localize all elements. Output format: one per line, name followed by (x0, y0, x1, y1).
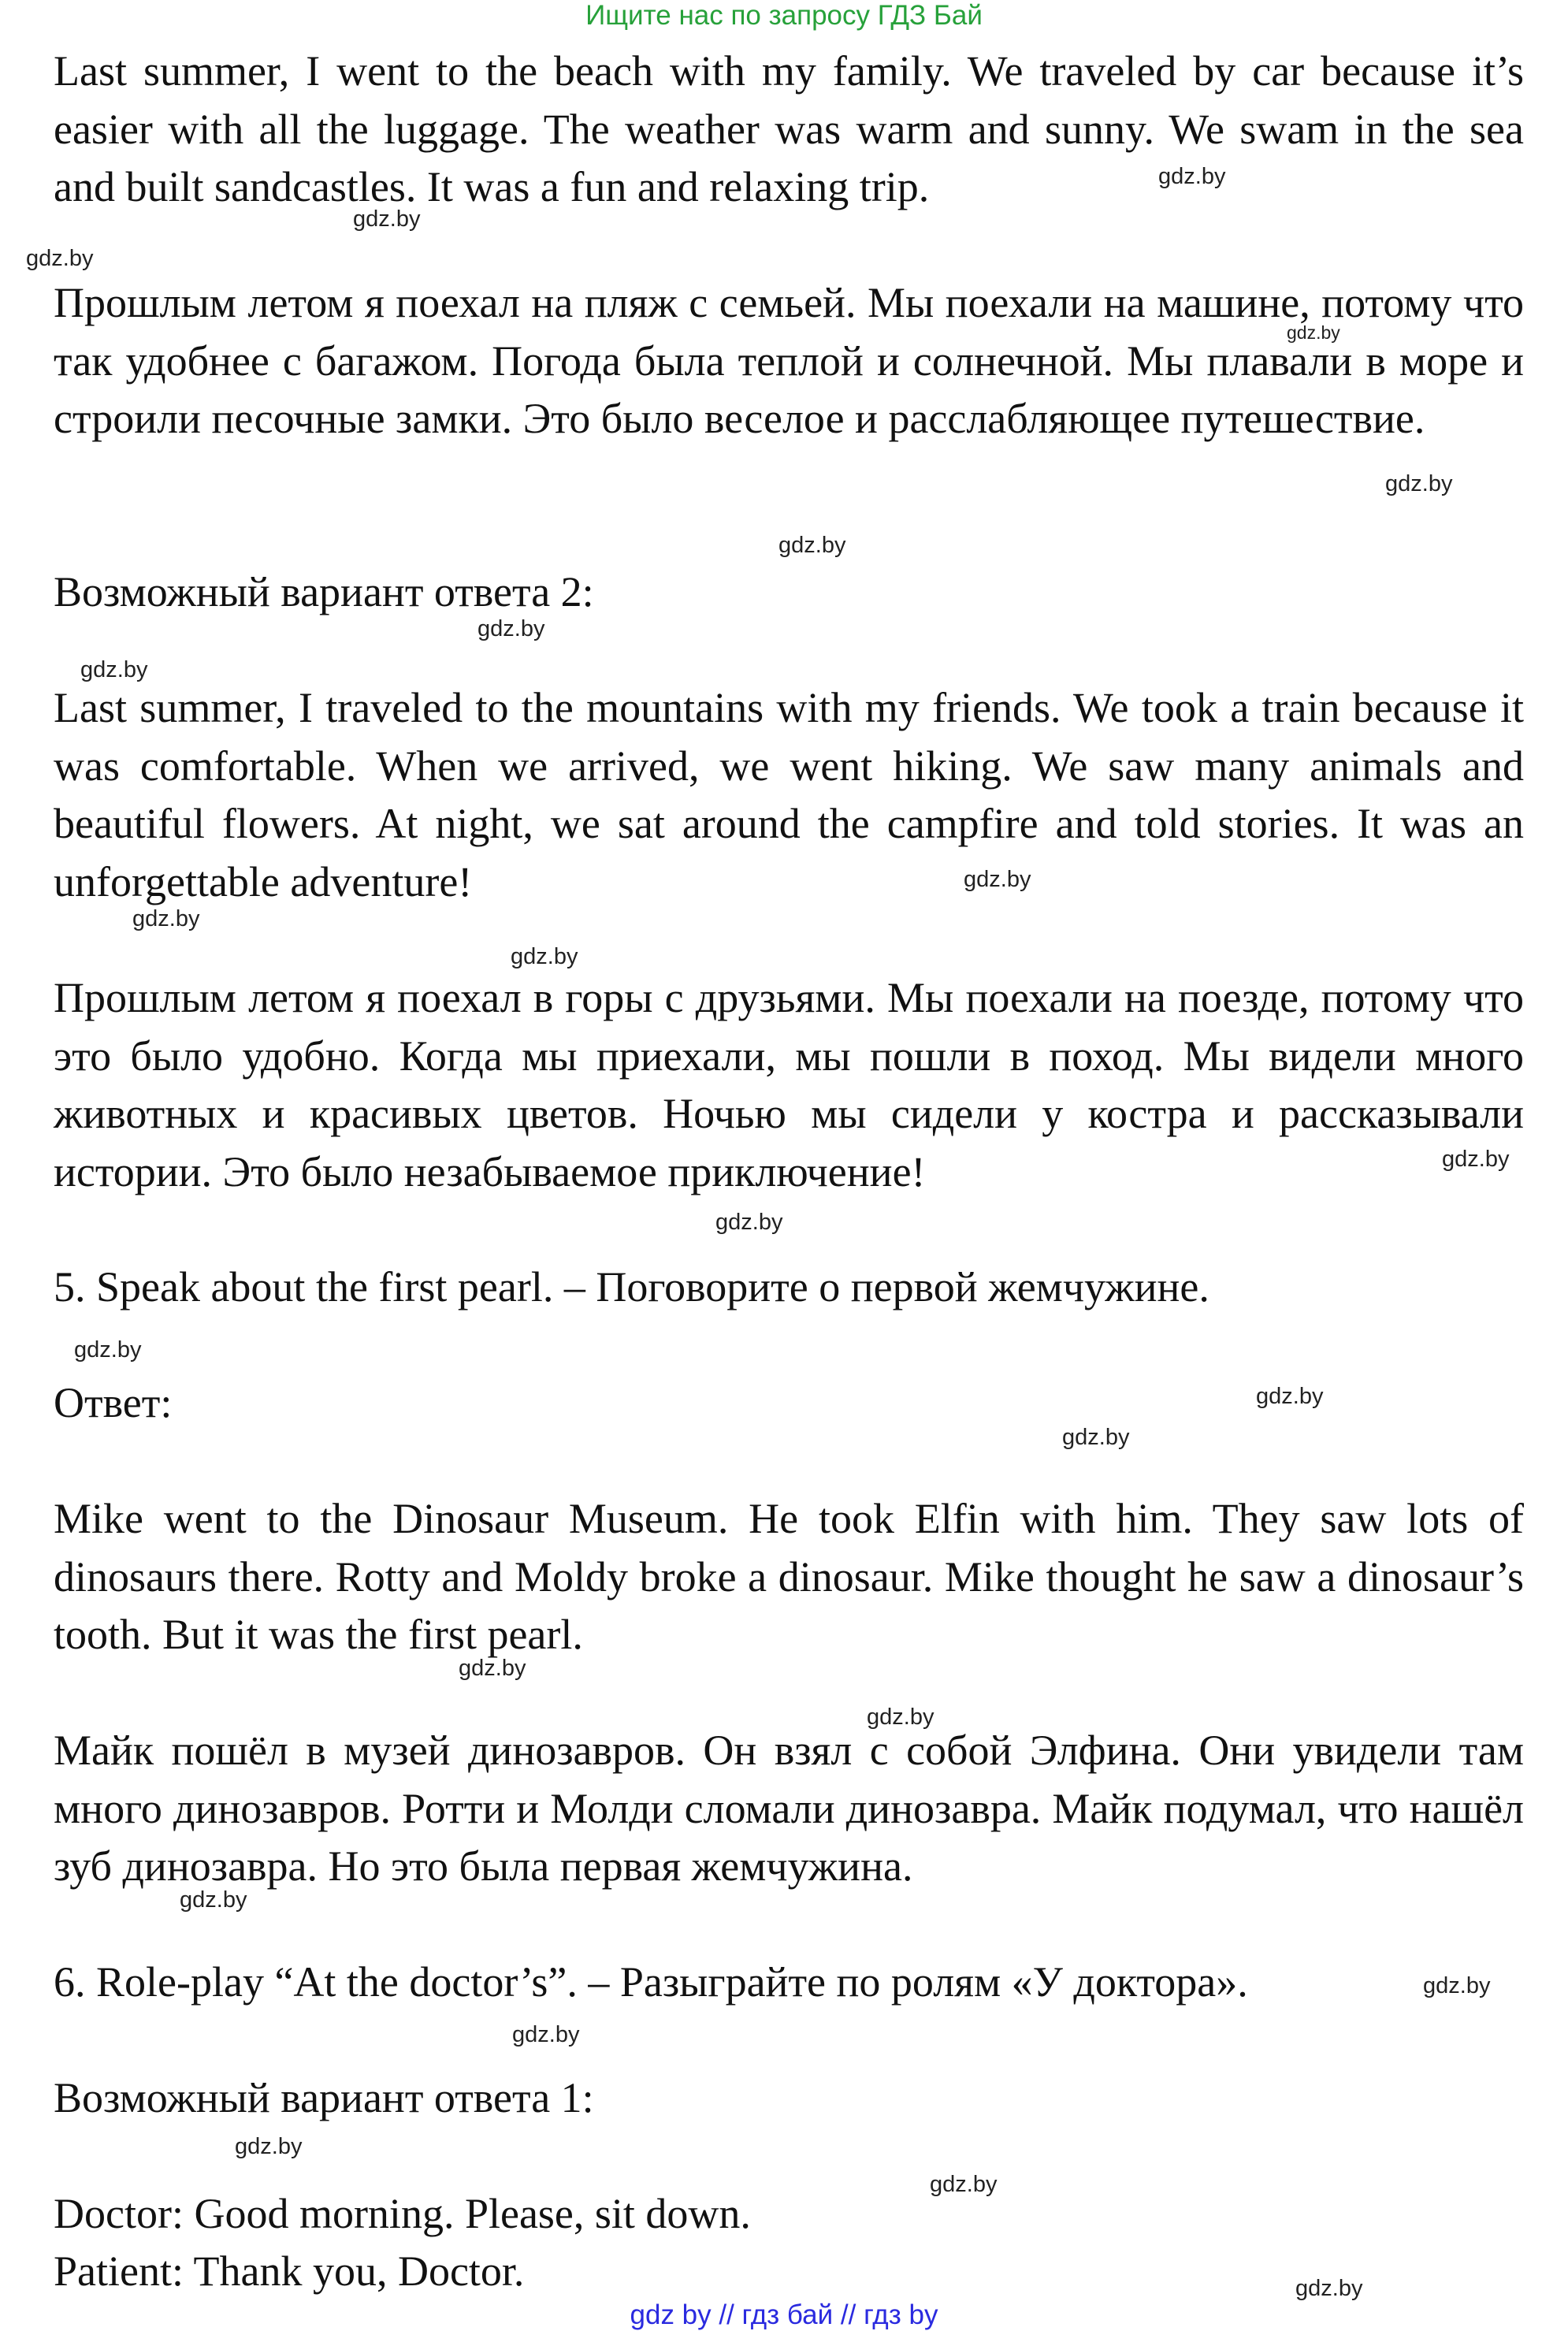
story-1-english: Last summer, I went to the beach with my family. We traveled by car because it’s easier with all the luggage. The weather was warm and sunny. We swam in the sea and built sandcastles. It was a fun and relaxing trip. (54, 47, 1524, 210)
story-2-english: Last summer, I traveled to the mountains with my friends. We took a train because it was comfortable. When we arrived, we went hiking. We saw many animals and beautiful flowers. At night, we sat around the campfire and told stories. It was an unforgettable adventure! (54, 684, 1524, 905)
pearl-story-russian: Майк пошёл в музей динозавров. Он взял с собой Элфина. Они увидели там много динозавров. Ротти и Молди сломали динозавра. Майк подумал, что нашёл зуб динозавра. Но это была первая жемчужина. (54, 1727, 1524, 1890)
watermark: gdz.by (235, 2134, 303, 2159)
watermark: gdz.by (867, 1705, 934, 1730)
story-2-russian: Прошлым летом я поехал в горы с друзьями. Мы поехали на поезде, потому что это было удобно. Когда мы приехали, мы пошли в поход. Мы видели много животных и красивых цветов. Ночью мы сидели у костра и рассказывали истории. Это было незабываемое приключение! (54, 974, 1524, 1195)
watermark: gdz.by (930, 2172, 998, 2197)
watermark: gdz.by (477, 616, 545, 641)
watermark: gdz.by (964, 867, 1031, 892)
answer-label: Ответ: (54, 1379, 173, 1426)
watermark: gdz.by (511, 944, 578, 969)
watermark: gdz.by (180, 1887, 247, 1913)
watermark: gdz.by (1442, 1147, 1510, 1172)
watermark: gdz.by (1256, 1384, 1324, 1409)
watermark: gdz.by (1287, 322, 1340, 343)
watermark: gdz.by (1385, 471, 1453, 496)
variant-2-heading: Возможный вариант ответа 2: (54, 568, 594, 615)
watermark: gdz.by (80, 657, 148, 682)
watermark: gdz.by (74, 1337, 142, 1363)
watermark: gdz.by (1295, 2276, 1363, 2301)
watermark: gdz.by (778, 533, 846, 558)
task-6-heading: 6. Role-play “At the doctor’s”. – Разыграйте по ролям «У доктора». (54, 1958, 1248, 2006)
footer-banner: gdz by // гдз бай // гдз by (630, 2299, 938, 2330)
watermark: gdz.by (512, 2022, 580, 2047)
watermark: gdz.by (715, 1210, 783, 1235)
header-search-banner: Ищите нас по запросу ГДЗ Бай (585, 0, 983, 31)
task-5-heading: 5. Speak about the first pearl. – Поговорите о первой жемчужине. (54, 1263, 1209, 1310)
pearl-story-english: Mike went to the Dinosaur Museum. He took Elfin with him. They saw lots of dinosaurs there. Rotty and Moldy broke a dinosaur. Mike thought he saw a dinosaur’s tooth. But it was the first pearl. (54, 1495, 1524, 1658)
watermark: gdz.by (459, 1656, 526, 1681)
watermark: gdz.by (1423, 1973, 1491, 1998)
watermark: gdz.by (1062, 1425, 1130, 1450)
story-1-russian: Прошлым летом я поехал на пляж с семьей. Мы поехали на машине, потому что так удобнее с багажом. Погода была теплой и солнечной. Мы плавали в море и строили песочные замки. Это было веселое и расслабляющее путешествие. (54, 279, 1524, 442)
watermark: gdz.by (26, 246, 94, 271)
watermark: gdz.by (353, 206, 421, 232)
watermark: gdz.by (132, 906, 200, 931)
dialogue-line: Patient: Thank you, Doctor. (54, 2247, 525, 2295)
dialogue-line: Doctor: Good morning. Please, sit down. (54, 2190, 751, 2237)
variant-1-heading: Возможный вариант ответа 1: (54, 2074, 594, 2121)
watermark: gdz.by (1158, 164, 1226, 189)
